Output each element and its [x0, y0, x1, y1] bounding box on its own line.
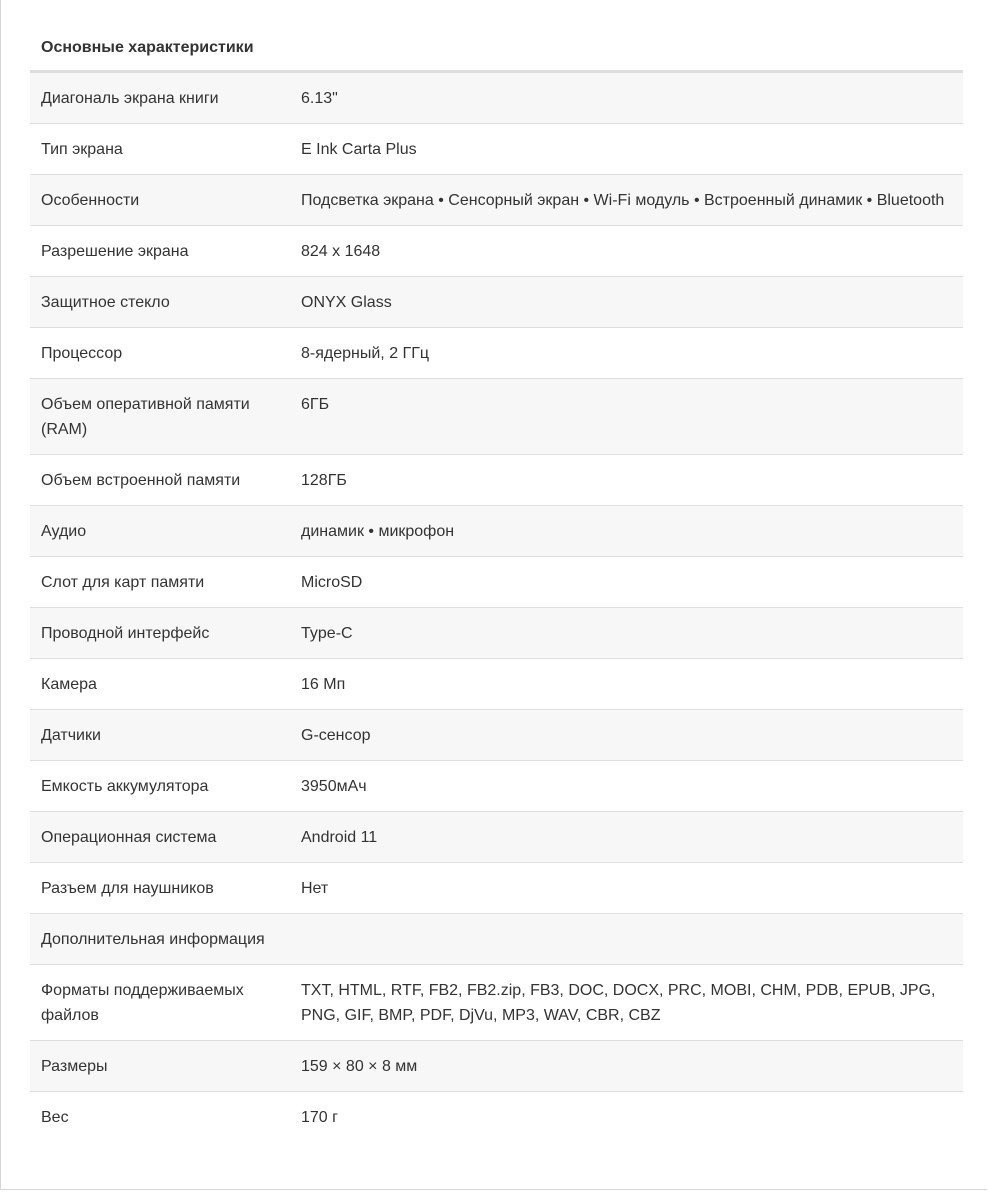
spec-key: Особенности: [41, 192, 140, 209]
spec-row: [30, 608, 963, 659]
spec-row: [30, 1041, 963, 1092]
spec-value: 824 x 1648: [301, 243, 381, 260]
spec-row: [30, 812, 963, 863]
spec-value: TXT, HTML, RTF, FB2, FB2.zip, FB3, DOC, DOCX, PRC, MOBI, CHM, PDB, EPUB, JPG, PNG, GIF, BMP, PDF, DjVu, MP3, WAV, CBR, CBZ: [301, 982, 936, 1024]
spec-row: [30, 659, 963, 710]
spec-value: 8-ядерный, 2 ГГц: [301, 345, 430, 362]
spec-row: [30, 557, 963, 608]
spec-key: Объем встроенной памяти: [41, 472, 241, 489]
spec-key: Разрешение экрана: [41, 243, 189, 260]
spec-row: [30, 710, 963, 761]
spec-row: [30, 73, 963, 124]
spec-key: Операционная система: [41, 829, 217, 846]
spec-value: MicroSD: [301, 574, 363, 591]
spec-value: 6ГБ: [301, 396, 330, 413]
spec-key: Процессор: [41, 345, 123, 362]
spec-key: Камера: [41, 676, 97, 693]
spec-key: Тип экрана: [41, 141, 123, 158]
spec-key: Защитное стекло: [41, 294, 170, 311]
spec-value: 6.13": [301, 90, 338, 107]
spec-value: E Ink Carta Plus: [301, 141, 417, 158]
spec-row: [30, 965, 963, 1041]
spec-value: G-сенсор: [301, 727, 371, 744]
spec-row: [30, 175, 963, 226]
spec-row: [30, 1092, 963, 1142]
spec-key: Диагональ экрана книги: [41, 90, 219, 107]
spec-row: [30, 761, 963, 812]
spec-value: Нет: [301, 880, 329, 897]
spec-value: 170 г: [301, 1109, 338, 1126]
specs-table: [30, 25, 963, 1142]
spec-key: Проводной интерфейс: [41, 625, 210, 642]
spec-row: [30, 379, 963, 455]
spec-value: 16 Мп: [301, 676, 346, 693]
spec-key: Датчики: [41, 727, 101, 744]
spec-value: 3950мАч: [301, 778, 367, 795]
spec-key: Аудио: [41, 523, 87, 540]
spec-key: Емкость аккумулятора: [41, 778, 209, 795]
spec-row: [30, 328, 963, 379]
spec-value: динамик • микрофон: [301, 523, 455, 540]
spec-value: 128ГБ: [301, 472, 347, 489]
spec-key: Разъем для наушников: [41, 880, 214, 897]
spec-row: [30, 455, 963, 506]
section-title: Основные характеристики: [30, 25, 963, 73]
spec-value: Подсветка экрана • Сенсорный экран • Wi-Fi модуль • Встроенный динамик • Bluetooth: [301, 192, 945, 209]
spec-key: Вес: [41, 1109, 69, 1126]
spec-key: Объем оперативной памяти (RAM): [41, 396, 250, 438]
spec-value: ONYX Glass: [301, 294, 392, 311]
spec-row: [30, 506, 963, 557]
additional-info-title: Дополнительная информация: [41, 931, 265, 948]
spec-value: Type-C: [301, 625, 353, 642]
spec-value: 159 × 80 × 8 мм: [301, 1058, 418, 1075]
spec-row: [30, 124, 963, 175]
spec-row: [30, 863, 963, 914]
spec-row: [30, 277, 963, 328]
spec-key: Слот для карт памяти: [41, 574, 205, 591]
spec-value: Android 11: [301, 829, 378, 846]
spec-key: Форматы поддерживаемых файлов: [41, 982, 244, 1024]
spec-key: Размеры: [41, 1058, 108, 1075]
spec-row: [30, 226, 963, 277]
additional-info-heading: [30, 914, 963, 965]
